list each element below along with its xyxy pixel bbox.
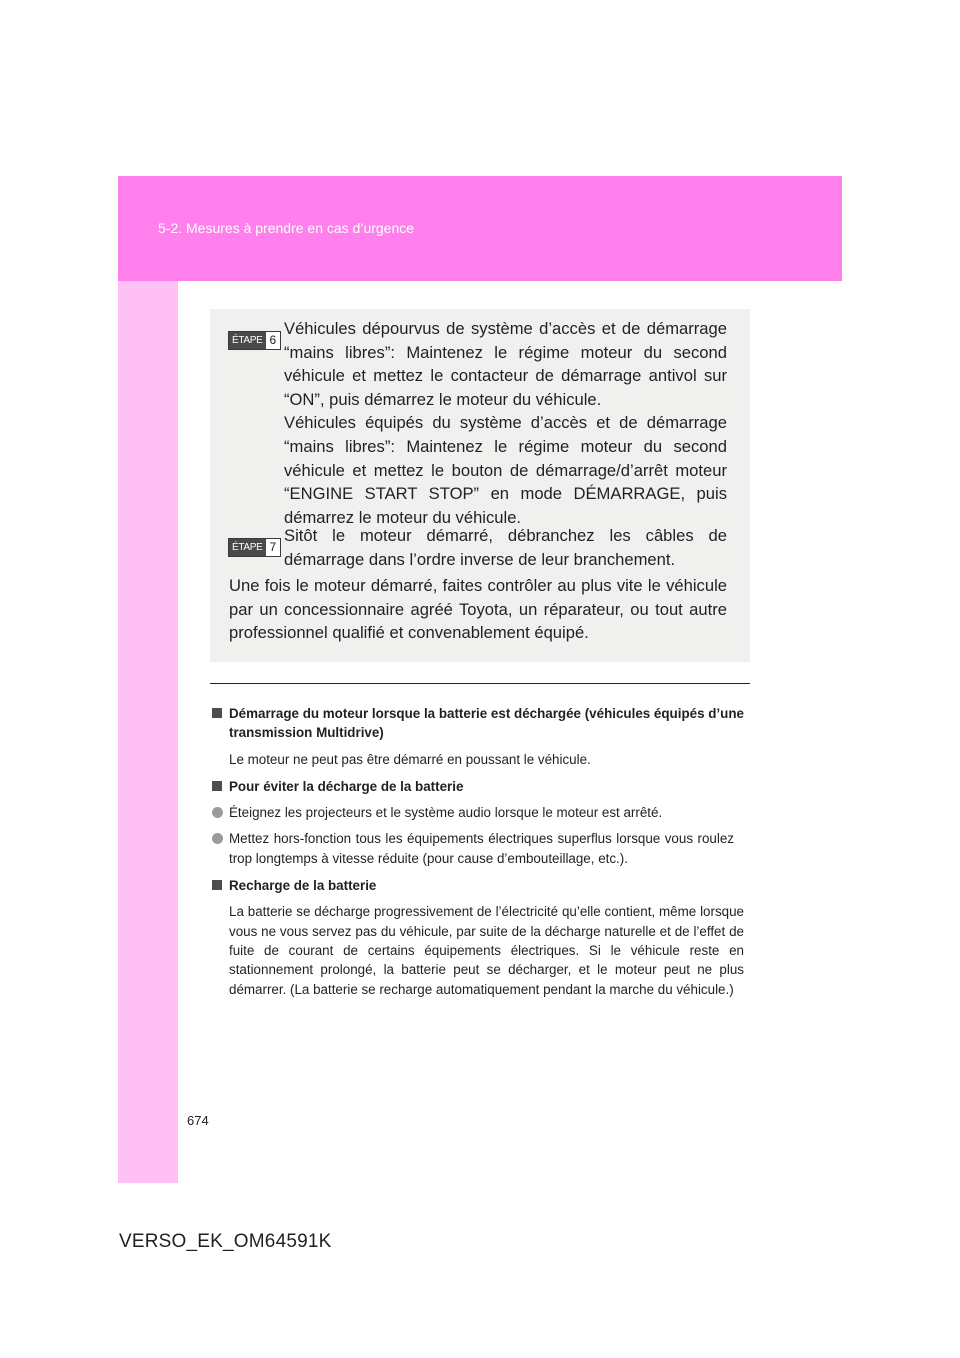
section-breadcrumb: 5-2. Mesures à prendre en cas d’urgence: [158, 220, 415, 236]
step-body: [284, 524, 727, 571]
step-badge: [228, 331, 281, 350]
step-paragraph: Sitôt le moteur démarré, débranchez les câbles de démarrage dans l’ordre inverse de leur branchement.: [284, 526, 727, 569]
step-paragraph: Véhicules équipés du système d’accès et de démarrage “mains libres”: Maintenez le régime moteur du second véhicule et mettez le bouton de démarrage/d’arrêt moteur “ENGINE START STOP” en mode DÉMARRAGE, puis démarrez le moteur du véhicule.: [284, 413, 727, 527]
document-code: VERSO_EK_OM64591K: [119, 1231, 332, 1252]
step-badge-label: ÉTAPE: [229, 539, 266, 556]
note-title-text: Recharge de la batterie: [229, 878, 377, 894]
note-title: [212, 704, 744, 743]
step-badge-label: ÉTAPE: [229, 332, 266, 349]
header-band: [118, 176, 842, 281]
circle-bullet-icon: [212, 833, 223, 844]
note-text: La batterie se décharge progressivement de l’électricité qu’elle contient, même lorsque vous ne vous servez pas du véhicule, par suite de la décharge naturelle et de l’effet de fuite de courant de certains équipements électriques. Si le véhicule reste en stationnement prolongé, la batterie peut se décharger, et le moteur peut ne plus démarrer. (La batterie se recharge automatiquement pendant la marche du véhicule.): [229, 904, 744, 997]
square-bullet-icon: [212, 781, 222, 791]
section-divider: [210, 683, 750, 684]
circle-bullet-icon: [212, 807, 223, 818]
note-title-text: Pour éviter la décharge de la batterie: [229, 778, 464, 794]
step-7: [228, 524, 727, 571]
bullet-text: Éteignez les projecteurs et le système audio lorsque le moteur est arrêté.: [229, 805, 663, 821]
step-6: [228, 317, 727, 529]
step-paragraph: Véhicules dépourvus de système d’accès et de démarrage “mains libres”: Maintenez le régime moteur du second véhicule et mettez le contacteur de démarrage antivol sur “ON”, puis démarrez le moteur du véhicule.: [284, 319, 727, 409]
step-badge: [228, 538, 281, 557]
square-bullet-icon: [212, 880, 222, 890]
side-strip: [118, 281, 178, 1183]
note-text: Le moteur ne peut pas être démarré en poussant le véhicule.: [229, 751, 591, 767]
bullet-item: [212, 803, 744, 822]
note-title-text: Démarrage du moteur lorsque la batterie est déchargée (véhicules équipés d’une transmission Multidrive): [229, 706, 744, 741]
step-body: [284, 317, 727, 529]
page-number: 674: [187, 1113, 209, 1128]
note-title: [212, 876, 744, 895]
step-badge-number: 7: [269, 540, 277, 554]
steps-box: [210, 309, 750, 662]
note-title: [212, 777, 744, 796]
bullet-text: Mettez hors-fonction tous les équipements électriques superflus lorsque vous roulez trop longtemps à vitesse réduite (pour cause d’embouteillage, etc.).: [229, 831, 734, 866]
box-note: Une fois le moteur démarré, faites contrôler au plus vite le véhicule par un concessionnaire agréé Toyota, un réparateur, ou tout autre professionnel qualifié et convenablement équipé.: [229, 576, 727, 643]
square-bullet-icon: [212, 708, 222, 718]
notes-section: [212, 704, 744, 999]
bullet-item: [212, 829, 744, 868]
step-badge-number: 6: [269, 333, 277, 347]
